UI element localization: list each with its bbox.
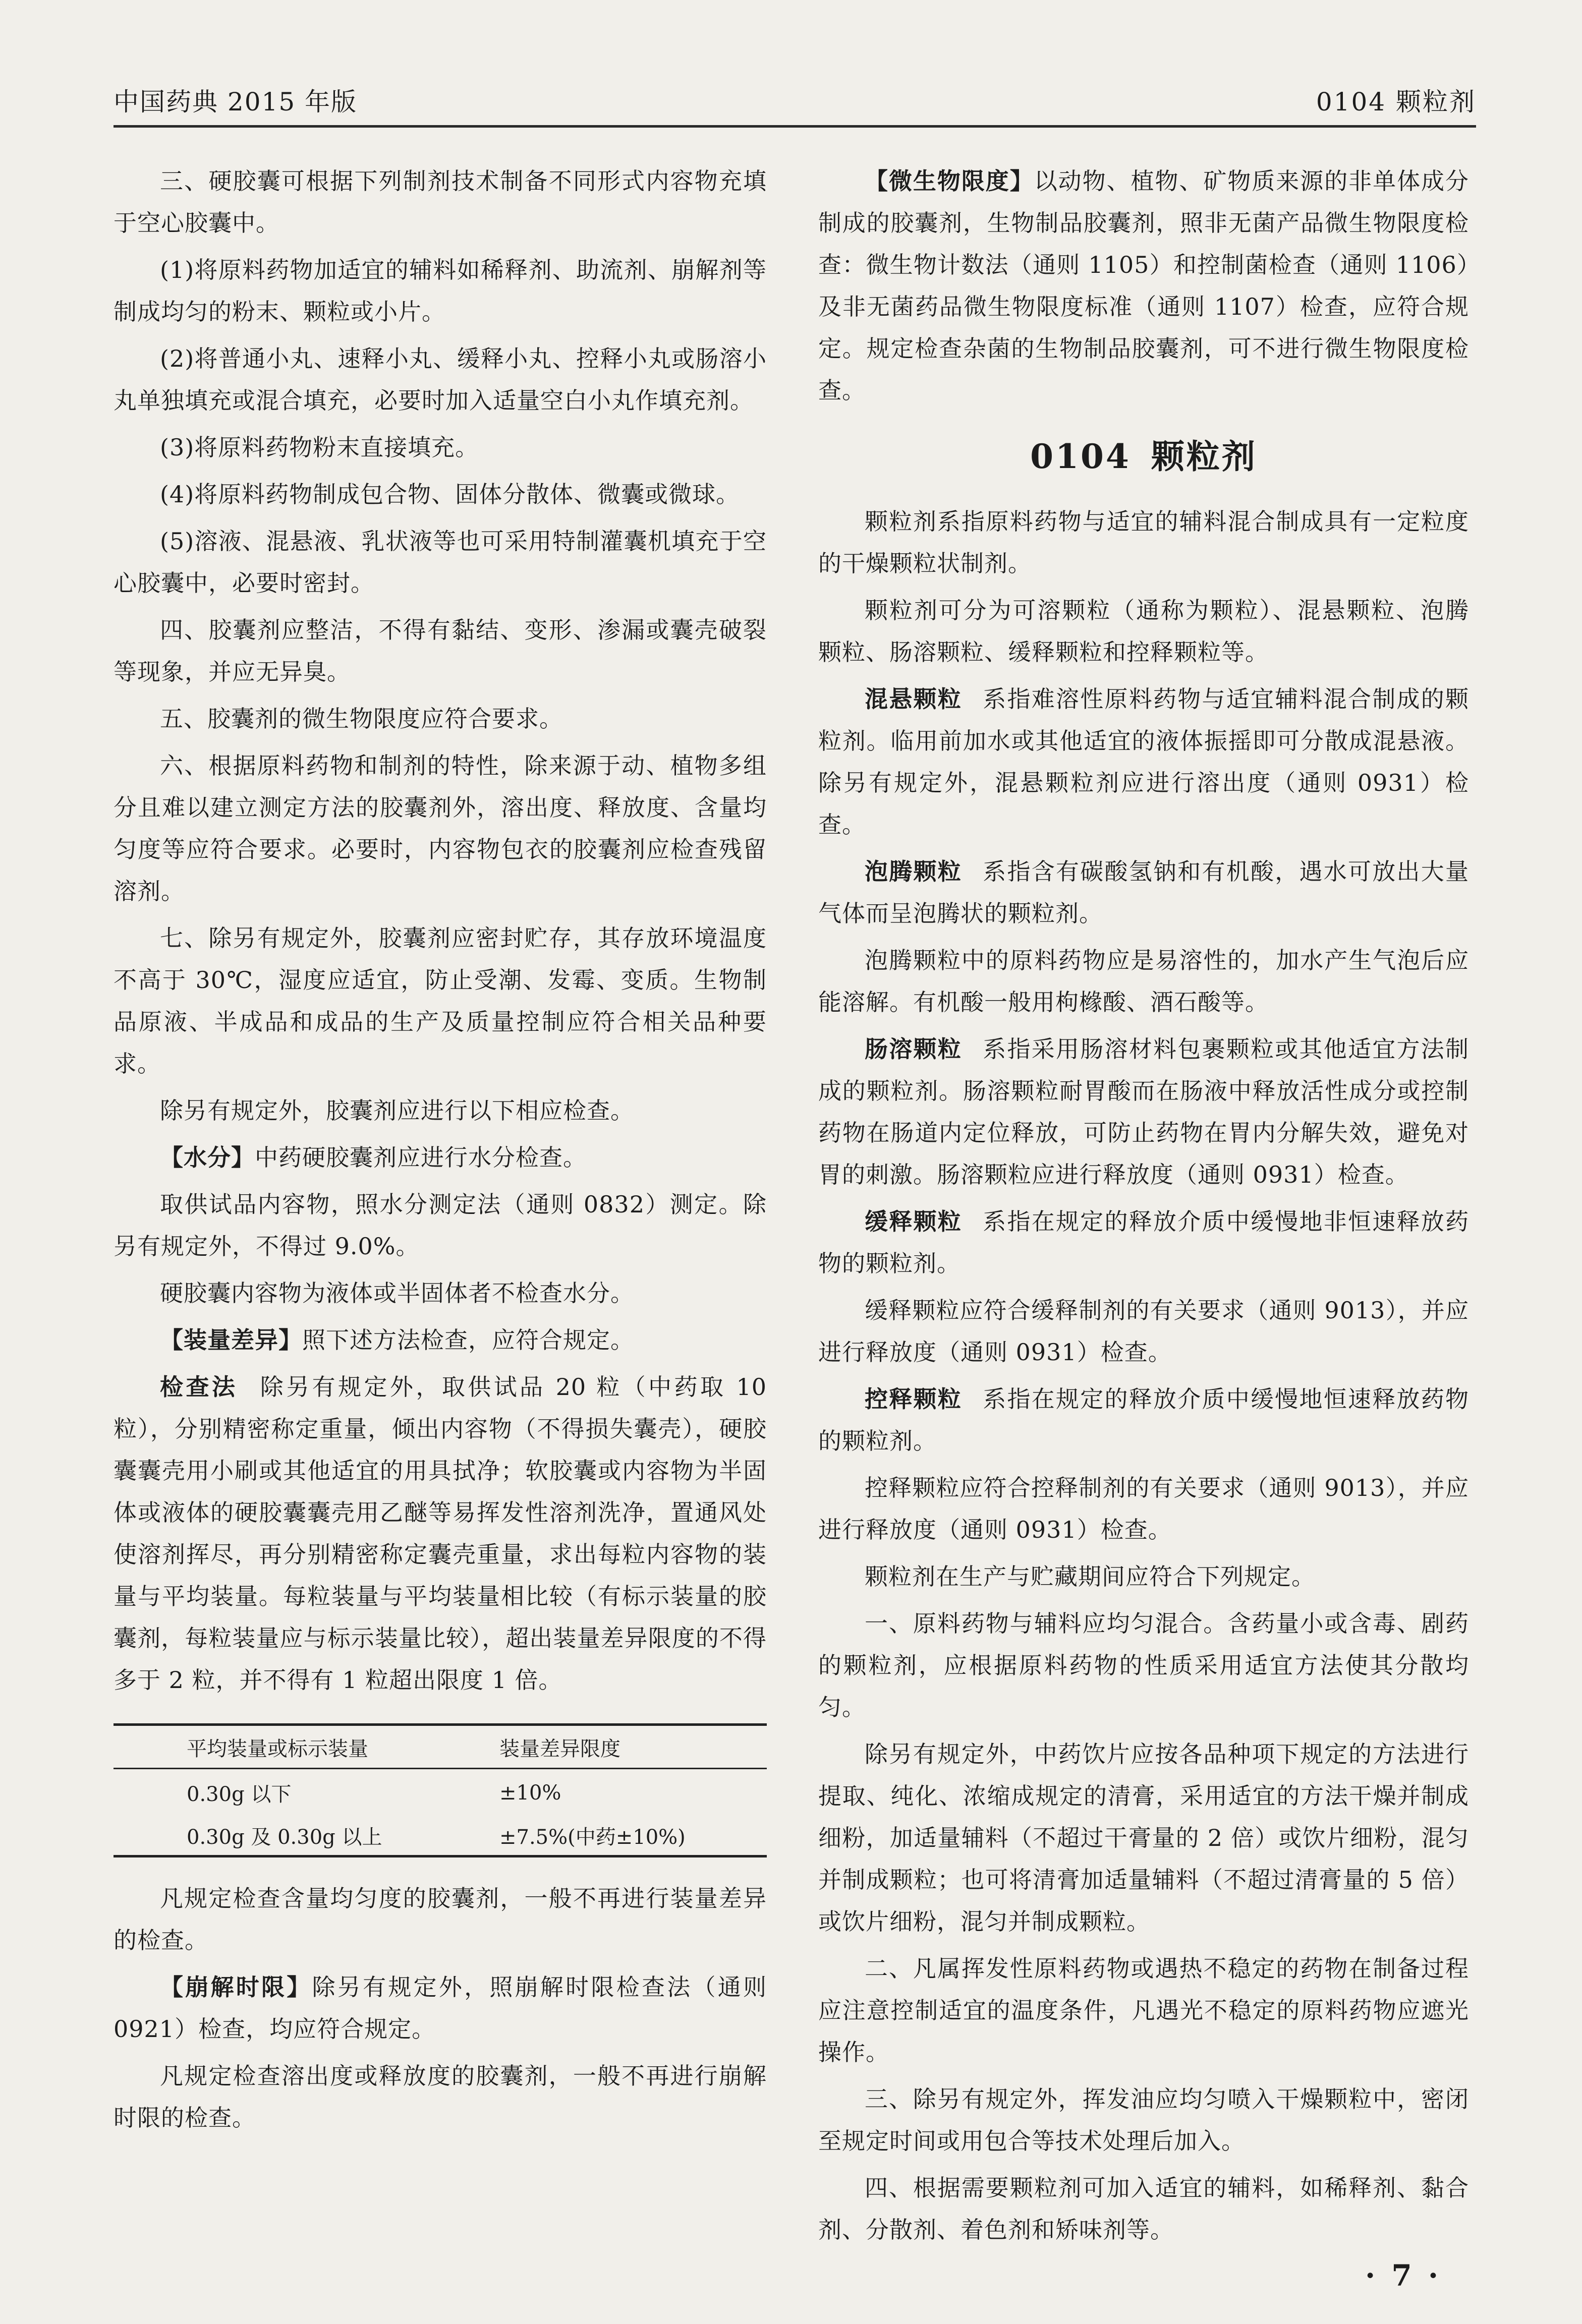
section-title: 颗粒剂 [1151,437,1257,476]
paragraph: 七、除另有规定外，胶囊剂应密封贮存，其存放环境温度不高于 30℃，湿度应适宜，防止受潮、发霉、变质。生物制品原液、半成品和成品的生产及质量控制应符合相关品种要求。 [114,924,767,1077]
paragraph: (4)将原料药物制成包合物、固体分散体、微囊或微球。 [160,481,740,508]
paragraph-text: 系指在规定的释放介质中缓慢地非恒速释放药物的颗粒剂。 [818,1208,1469,1277]
table-cell: 0.30g 及 0.30g 以上 [187,1826,382,1849]
table-row [114,1769,767,1813]
paragraph: 四、胶囊剂应整洁，不得有黏结、变形、渗漏或囊壳破裂等现象，并应无异臭。 [114,616,767,685]
paragraph: 颗粒剂可分为可溶颗粒（通称为颗粒）、混悬颗粒、泡腾颗粒、肠溶颗粒、缓释颗粒和控释颗粒等。 [818,597,1469,666]
paragraph: 取供试品内容物，照水分测定法（通则 0832）测定。除另有规定外，不得过 9.0%。 [114,1191,767,1260]
table-cell: ±7.5%(中药±10%) [499,1826,686,1849]
table-row [114,1812,767,1856]
section-number: 0104 [1030,437,1131,476]
paragraph: (1)将原料药物加适宜的辅料如稀释剂、助流剂、崩解剂等制成均匀的粉末、颗粒或小片。 [114,256,767,325]
paragraph: 二、凡属挥发性原料药物或遇热不稳定的药物在制备过程应注意控制适宜的温度条件，凡遇光不稳定的原料药物应遮光操作。 [818,1955,1469,2066]
paragraph: 四、根据需要颗粒剂可加入适宜的辅料，如稀释剂、黏合剂、分散剂、着色剂和矫味剂等。 [818,2174,1469,2243]
header-book-title: 中国药典 2015 年版 [114,87,358,117]
paragraph-moisture [114,1137,767,1179]
paragraph: 泡腾颗粒中的原料药物应是易溶性的，加水产生气泡后应能溶解。有机酸一般用枸橼酸、酒石酸等。 [818,947,1469,1016]
table-header-cell: 平均装量或标示装量 [187,1737,368,1761]
left-column [114,160,767,2144]
label-disintegration: 【崩解时限】 [160,1973,312,2001]
term-sustained-release-granules: 缓释颗粒 [865,1208,962,1235]
paragraph: 硬胶囊内容物为液体或半固体者不检查水分。 [160,1280,634,1307]
paragraph-text: 系指难溶性原料药物与适宜辅料混合制成的颗粒剂。临用前加水或其他适宜的液体振摇即可分散成混悬液。除另有规定外，混悬颗粒剂应进行溶出度（通则 0931）检查。 [818,685,1469,838]
paragraph: 除另有规定外，胶囊剂应进行以下相应检查。 [160,1097,634,1124]
label-fill-variation: 【装量差异】 [160,1326,302,1354]
paragraph: 凡规定检查溶出度或释放度的胶囊剂，一般不再进行崩解时限的检查。 [114,2062,767,2131]
paragraph-sustained-release-granules [818,1201,1469,1285]
table-cell: ±10% [499,1781,561,1805]
term-effervescent-granules: 泡腾颗粒 [865,858,962,885]
paragraph: 颗粒剂系指原料药物与适宜的辅料混合制成具有一定粒度的干燥颗粒状制剂。 [818,508,1469,577]
paragraph: 一、原料药物与辅料应均匀混合。含药量小或含毒、剧药的颗粒剂，应根据原料药物的性质采用适宜方法使其分散均匀。 [818,1610,1469,1721]
paragraph-enteric-granules [818,1028,1469,1196]
paragraph: 颗粒剂在生产与贮藏期间应符合下列规定。 [865,1563,1315,1590]
paragraph: 除另有规定外，中药饮片应按各品种项下规定的方法进行提取、纯化、浓缩成规定的清膏，采用适宜的方法干燥并制成细粉，加适量辅料（不超过干膏量的 2 倍）或饮片细粉，混匀并制成颗粒；也可将清膏加适量辅料（不超过清膏量的 5 倍）或饮片细粉，混匀并制成颗粒。 [818,1740,1469,1935]
label-test-method: 检查法 [160,1373,238,1401]
paragraph-microbial-limit [818,160,1469,412]
paragraph-text: 系指含有碳酸氢钠和有机酸，遇水可放出大量气体而呈泡腾状的颗粒剂。 [818,858,1469,927]
term-enteric-granules: 肠溶颗粒 [865,1035,962,1063]
paragraph-fill-variation [114,1319,767,1361]
right-column [818,160,1469,2256]
fill-variation-table [114,1723,767,1857]
paragraph: (3)将原料药物粉末直接填充。 [160,434,479,461]
running-header [114,70,1476,128]
section-heading [818,430,1469,478]
paragraph: 凡规定检查含量均匀度的胶囊剂，一般不再进行装量差异的检查。 [114,1885,767,1954]
term-controlled-release-granules: 控释颗粒 [865,1385,962,1413]
paragraph: 控释颗粒应符合控释制剂的有关要求（通则 9013），并应进行释放度（通则 0931）检查。 [818,1474,1469,1543]
paragraph-disintegration [114,1966,767,2050]
table-cell: 0.30g 以下 [187,1783,292,1806]
paragraph-text: 中药硬胶囊剂应进行水分检查。 [255,1144,587,1171]
paragraph-text: 系指采用肠溶材料包裹颗粒或其他适宜方法制成的颗粒剂。肠溶颗粒耐胃酸而在肠液中释放活性成分或控制药物在肠道内定位释放，可防止药物在胃内分解失效，避免对胃的刺激。肠溶颗粒应进行释放度（通则 0931）检查。 [818,1035,1469,1188]
paragraph-suspension-granules [818,678,1469,846]
paragraph-text: 系指在规定的释放介质中缓慢地恒速释放药物的颗粒剂。 [818,1385,1469,1455]
paragraph: (2)将普通小丸、速释小丸、缓释小丸、控释小丸或肠溶小丸单独填充或混合填充，必要时加入适量空白小丸作填充剂。 [114,345,767,414]
paragraph: 缓释颗粒应符合缓释制剂的有关要求（通则 9013），并应进行释放度（通则 0931）检查。 [818,1297,1469,1366]
paragraph: 三、硬胶囊可根据下列制剂技术制备不同形式内容物充填于空心胶囊中。 [114,167,767,237]
table-header-cell: 装量差异限度 [499,1737,620,1761]
paragraph: 六、根据原料药物和制剂的特性，除来源于动、植物多组分且难以建立测定方法的胶囊剂外，溶出度、释放度、含量均匀度等应符合要求。必要时，内容物包衣的胶囊剂应检查残留溶剂。 [114,752,767,905]
label-microbial-limit: 【微生物限度】 [865,167,1034,195]
page-number: · 7 · [1365,2258,1442,2293]
paragraph-controlled-release-granules [818,1378,1469,1462]
term-suspension-granules: 混悬颗粒 [865,685,962,713]
paragraph-test-method [114,1366,767,1701]
paragraph: (5)溶液、混悬液、乳状液等也可采用特制灌囊机填充于空心胶囊中，必要时密封。 [114,528,767,597]
paragraph: 五、胶囊剂的微生物限度应符合要求。 [160,705,563,732]
paragraph: 三、除另有规定外，挥发油应均匀喷入干燥颗粒中，密闭至规定时间或用包合等技术处理后加入。 [818,2085,1469,2155]
paragraph-text: 以动物、植物、矿物质来源的非单体成分制成的胶囊剂，生物制品胶囊剂，照非无菌产品微生物限度检查：微生物计数法（通则 1105）和控制菌检查（通则 1106）及非无菌药品微生物限度标准（通则 1107）检查，应符合规定。规定检查杂菌的生物制品胶囊剂，可不进行微生物限度检查。 [818,167,1470,404]
header-section: 0104 颗粒剂 [1316,87,1476,117]
table-header-row [114,1725,767,1769]
paragraph-text: 除另有规定外，取供试品 20 粒（中药取 10 粒），分别精密称定重量，倾出内容物（不得损失囊壳），硬胶囊囊壳用小刷或其他适宜的用具拭净；软胶囊或内容物为半固体或液体的硬胶囊囊壳用乙醚等易挥发性溶剂洗净，置通风处使溶剂挥尽，再分别精密称定囊壳重量，求出每粒内容物的装量与平均装量。每粒装量与平均装量相比较（有标示装量的胶囊剂，每粒装量应与标示装量比较），超出装量差异限度的不得多于 2 粒，并不得有 1 粒超出限度 1 倍。 [114,1373,767,1694]
label-moisture: 【水分】 [160,1144,255,1171]
paragraph-text: 照下述方法检查，应符合规定。 [302,1326,634,1354]
paragraph-effervescent-granules [818,851,1469,935]
paragraph-text: 除另有规定外，照崩解时限检查法（通则 0921）检查，均应符合规定。 [114,1973,767,2043]
